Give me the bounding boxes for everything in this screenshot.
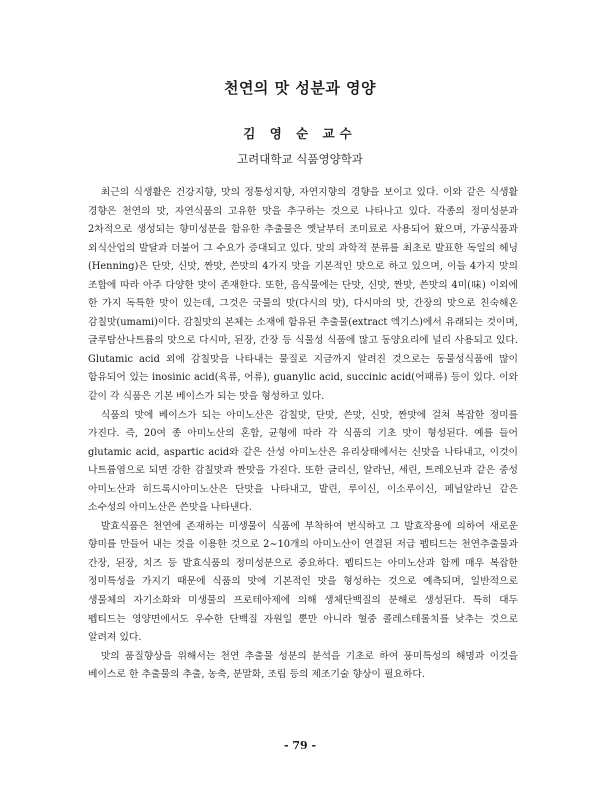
- body-paragraph: 맛의 품질향상을 위해서는 천연 추출물 성분의 분석을 기초로 하여 풍미특성의 해명과 이것을 베이스로 한 추출물의 추출, 농축, 분말화, 조립 등의 제조기술 향상이 필요하다.: [88, 650, 518, 681]
- page-number: - 79 -: [283, 739, 317, 752]
- article-body: [88, 184, 518, 685]
- body-paragraph: 발효식품은 천연에 존재하는 미생물이 식품에 부착하여 번식하고 그 발효작용에 의하여 새로운 향미를 만들어 내는 것을 이용한 것으로 2∼10개의 아미노산이 연결된 저급 펩티드는 천연추출물과 간장, 된장, 치즈 등 발효식품의 정미성분으로 중요하다. 펩티드는 아미노산과 함께 매우 복잡한 정미특성을 가지기 때문에 식품의 맛에 기본적인 맛을 형성하는 것으로 예측되며, 일반적으로 생물체의 자기소화와 미생물의 프로테아제에 의해 생체단백질의 분해로 생성된다. 특히 대두 펩티드는 영양면에서도 우수한 단백질 자원일 뿐만 아니라 혈중 콜레스테롤치를 낮추는 것으로 알려져 있다.: [88, 520, 518, 644]
- body-paragraph: 식품의 맛에 베이스가 되는 아미노산은 감칠맛, 단맛, 쓴맛, 신맛, 짠맛에 걸쳐 복잡한 정미를 가진다. 즉, 20여 종 아미노산의 혼합, 균형에 따라 각 식품의 기초 맛이 형성된다. 예를 들어 glutamic acid, aspartic acid와 같은 산성 아미노산은 유리상태에서는 신맛을 나타내고, 이것이 나트륨염으로 되면 강한 감칠맛과 짠맛을 가진다. 또한 글리신, 알라닌, 세린, 트레오닌과 같은 중성 아미노산과 히드록시아미노산은 단맛을 나타내고, 발린, 루이신, 이소루이신, 페닐알라닌 같은 소수성의 아미노산은 쓴맛을 나타낸다.: [88, 409, 518, 514]
- body-paragraph: 최근의 식생활은 건강지향, 맛의 정통성지향, 자연지향의 경향을 보이고 있다. 이와 같은 식생활 경향은 천연의 맛, 자연식품의 고유한 맛을 추구하는 것으로 나타나고 있다. 각종의 정미성분과 2차적으로 생성되는 향미성분을 함유한 추출물은 옛날부터 조미료로 사용되어 왔으며, 가공식품과 외식산업의 발달과 더불어 그 수요가 증대되고 있다. 맛의 과학적 분류를 최초로 발표한 독일의 헤닝(Henning)은 단맛, 신맛, 짠맛, 쓴맛의 4가지 맛을 기본적인 맛으로 하고 있으며, 이들 4가지 맛의 조합에 따라 아주 다양한 맛이 존재한다. 또한, 음식물에는 단맛, 신맛, 짠맛, 쓴맛의 4미(味) 이외에 한 가지 독특한 맛이 있는데, 그것은 국물의 맛(다시의 맛), 다시마의 맛, 간장의 맛으로 친숙해온 감칠맛(umami)이다. 감칠맛의 본체는 소재에 함유된 추출물(extract 엑기스)에서 유래되는 것이며, 글루탐산나트륨의 맛으로 다시마, 된장, 간장 등 식물성 식품에 많고 동양요리에 널리 사용되고 있다. Glutamic acid 외에 감칠맛을 나타내는 물질로 지금까지 알려진 것으로는 동물성식품에 많이 함유되어 있는 inosinic acid(육류, 어류), guanylic acid, succinic acid(어패류) 등이 있다. 이와 같이 각 식품은 기본 베이스가 되는 맛을 형성하고 있다.: [88, 187, 518, 403]
- author-affiliation: 고려대학교 식품영양학과: [237, 152, 363, 166]
- page-title: 천연의 맛 성분과 영양: [223, 79, 377, 97]
- author-name: 김 영 순 교수: [243, 126, 357, 141]
